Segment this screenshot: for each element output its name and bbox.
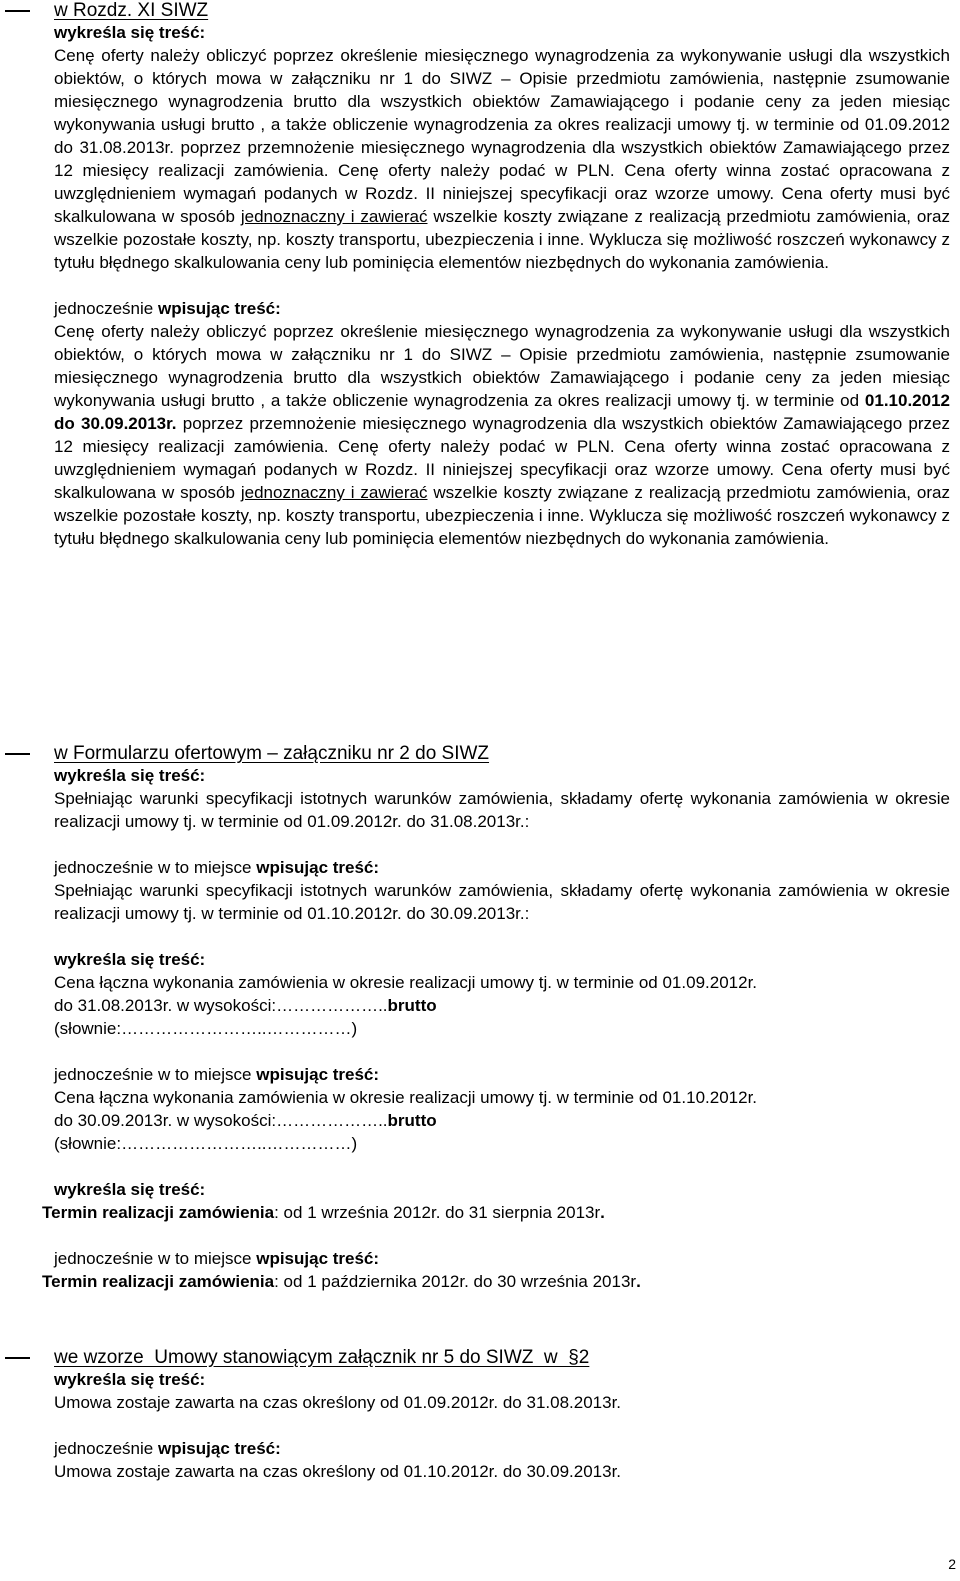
section-heading: w Formularzu ofertowym – załączniku nr 2 do SIWZ [54,743,490,764]
strike-label: wykreśla się treść: [54,766,206,785]
original-offer-paragraph: Spełniając warunki specyfikacji istotnych warunków zamówienia, składamy ofertę wykonania zamówienia w okresie realizacji umowy tj. w terminie od 01.09.2012r. do 31.08.2013r.: [54,789,950,831]
insert-label: jednocześnie w to miejsce wpisując treść: [54,858,380,877]
new-price-paragraph: Cenę oferty należy obliczyć poprzez określenie miesięcznego wynagrodzenia za wykonywanie usługi dla wszystkich obiektów, o których mowa w załączniku nr 1 do SIWZ – Opisie przedmiotu zamówienia, następnie zsumowanie miesięcznego wynagrodzenia brutto dla wszystkich obiektów Zamawiającego i podanie ceny za jeden miesiąc wykonywania usługi brutto , a także obliczenie wynagrodzenia za okres realizacji umowy tj. w terminie od 01.10.2012 do 30.09.2013r. poprzez przemnożenie miesięcznego wynagrodzenia dla wszystkich obiektów Zamawiającego przez 12 miesięcy realizacji zamówienia. Cenę oferty należy podać w PLN. Cena oferty winna zostać opracowana z uwzględnieniem wymagań podanych w Rozdz. II niniejszej specyfikacji oraz wzorze umowy. Cena oferty musi być skalkulowana w sposób jednoznaczny i zawierać wszelkie koszty związane z realizacją przedmiotu zamówienia, oraz wszelkie pozostałe koszty, np. koszty transportu, ubezpieczenia i inne. Wyklucza się możliwość roszczeń wykonawcy z tytułu błędnego skalkulowania ceny lub pominięcia elementów niezbędnych do wykonania zamówienia. [54,322,950,548]
insert-label: jednocześnie w to miejsce wpisując treść: [54,1065,380,1084]
original-total-line-2: do 31.08.2013r. w wysokości:………………..brutto [54,996,437,1015]
section-formularz-ofertowy [0,743,960,1293]
original-total-line-1: Cena łączna wykonania zamówienia w okresie realizacji umowy tj. w terminie od 01.09.2012r. [54,973,758,992]
insert-label: jednocześnie wpisując treść: [54,1439,281,1458]
strike-label: wykreśla się treść: [54,1180,206,1199]
original-total-line-3: (słownie:……………………..……………) [54,1019,358,1038]
insert-label: jednocześnie wpisując treść: [54,299,281,318]
list-dash [5,10,30,12]
new-total-line-1: Cena łączna wykonania zamówienia w okresie realizacji umowy tj. w terminie od 01.10.2012r. [54,1088,758,1107]
strike-label: wykreśla się treść: [54,23,206,42]
section-rozdz-xi [0,0,960,550]
original-price-paragraph: Cenę oferty należy obliczyć poprzez określenie miesięcznego wynagrodzenia za wykonywanie usługi dla wszystkich obiektów, o których mowa w załączniku nr 1 do SIWZ – Opisie przedmiotu zamówienia, następnie zsumowanie miesięcznego wynagrodzenia brutto dla wszystkich obiektów Zamawiającego i podanie ceny za jeden miesiąc wykonywania usługi brutto , a także obliczenie wynagrodzenia za okres realizacji umowy tj. w terminie od 01.09.2012 do 31.08.2013r. poprzez przemnożenie miesięcznego wynagrodzenia dla wszystkich obiektów Zamawiającego przez 12 miesięcy realizacji zamówienia. Cenę oferty należy podać w PLN. Cena oferty winna zostać opracowana z uwzględnieniem wymagań podanych w Rozdz. II niniejszej specyfikacji oraz wzorze umowy. Cena oferty musi być skalkulowana w sposób jednoznaczny i zawierać wszelkie koszty związane z realizacją przedmiotu zamówienia, oraz wszelkie pozostałe koszty, np. koszty transportu, ubezpieczenia i inne. Wyklucza się możliwość roszczeń wykonawcy z tytułu błędnego skalkulowania ceny lub pominięcia elementów niezbędnych do wykonania zamówienia. [54,46,950,272]
section-wzor-umowy [0,1347,960,1483]
section-heading: we wzorze Umowy stanowiącym załącznik nr 5 do SIWZ w §2 [54,1347,590,1368]
list-dash [5,1357,30,1359]
original-term-line: Termin realizacji zamówienia: od 1 września 2012r. do 31 sierpnia 2013r. [42,1203,605,1222]
new-term-line: Termin realizacji zamówienia: od 1 października 2012r. do 30 września 2013r. [42,1272,641,1291]
strike-label: wykreśla się treść: [54,1370,206,1389]
insert-label: jednocześnie w to miejsce wpisując treść: [54,1249,380,1268]
new-offer-paragraph: Spełniając warunki specyfikacji istotnych warunków zamówienia, składamy ofertę wykonania zamówienia w okresie realizacji umowy tj. w terminie od 01.10.2012r. do 30.09.2013r.: [54,881,950,923]
new-total-line-2: do 30.09.2013r. w wysokości:………………..brutto [54,1111,437,1130]
list-dash [5,753,30,755]
new-total-line-3: (słownie:……………………..……………) [54,1134,358,1153]
strike-label: wykreśla się treść: [54,950,206,969]
section-heading: w Rozdz. XI SIWZ [54,0,209,21]
new-contract-line: Umowa zostaje zawarta na czas określony od 01.10.2012r. do 30.09.2013r. [54,1462,622,1481]
original-contract-line: Umowa zostaje zawarta na czas określony od 01.09.2012r. do 31.08.2013r. [54,1393,622,1412]
page-number: 2 [948,1556,956,1572]
